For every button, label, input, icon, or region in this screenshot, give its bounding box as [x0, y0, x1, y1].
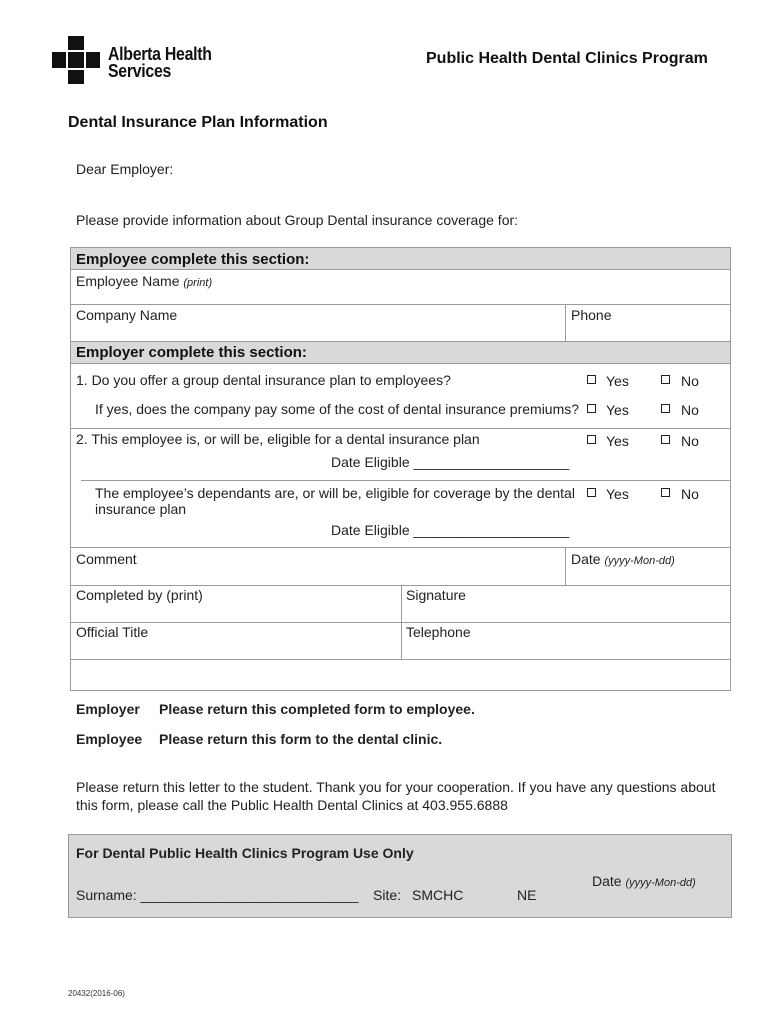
- greeting: Dear Employer:: [76, 161, 174, 177]
- signature-field[interactable]: Signature: [406, 587, 466, 603]
- q2-no-label: No: [681, 433, 699, 449]
- surname-field[interactable]: Surname: ____________________________: [76, 887, 359, 903]
- date-eligible-2-field[interactable]: Date Eligible ____________________: [331, 522, 570, 538]
- employee-name-field[interactable]: [76, 273, 212, 289]
- employee-section-heading: Employee complete this section:: [76, 251, 310, 268]
- q2-no-checkbox[interactable]: [661, 435, 670, 444]
- closing-line-2: this form, please call the Public Health Dental Clinics at 403.955.6888: [76, 797, 508, 813]
- q2-yes-checkbox[interactable]: [587, 435, 596, 444]
- q3-yes-checkbox[interactable]: [587, 488, 596, 497]
- office-use-heading: For Dental Public Health Clinics Program Use Only: [76, 845, 414, 861]
- q1-no-label: No: [681, 373, 699, 389]
- employee-instruction-label: Employee: [76, 731, 143, 747]
- completed-by-field[interactable]: Completed by (print): [76, 587, 203, 603]
- q1-yes-label: Yes: [606, 373, 629, 389]
- q3-no-checkbox[interactable]: [661, 488, 670, 497]
- ahs-logo-text: [108, 46, 212, 80]
- telephone-field[interactable]: Telephone: [406, 624, 471, 640]
- insurance-form-table: [70, 247, 731, 691]
- q2-yes-label: Yes: [606, 433, 629, 449]
- employee-name-note: (print): [183, 277, 213, 289]
- date-eligible-1-field[interactable]: Date Eligible ____________________: [331, 454, 570, 470]
- q1b-yes-checkbox[interactable]: [587, 404, 596, 413]
- office-date-field[interactable]: [592, 873, 696, 889]
- employee-name-label: Employee Name: [76, 273, 180, 289]
- q1b-no-label: No: [681, 402, 699, 418]
- logo-line-2: Services: [108, 61, 172, 81]
- form-code: 20432(2016-06): [68, 989, 125, 998]
- employer-section-heading: Employer complete this section:: [76, 344, 307, 361]
- office-date-label: Date: [592, 873, 622, 889]
- official-title-field[interactable]: Official Title: [76, 624, 149, 640]
- closing-line-1: Please return this letter to the student. Thank you for your cooperation. If you have any questions about: [76, 779, 716, 795]
- office-use-box: [68, 834, 732, 918]
- company-name-field[interactable]: Company Name: [76, 307, 178, 323]
- comment-field[interactable]: Comment: [76, 551, 137, 567]
- q1b-no-checkbox[interactable]: [661, 404, 670, 413]
- phone-field[interactable]: Phone: [571, 307, 612, 323]
- site-ne[interactable]: NE: [517, 887, 537, 903]
- question-2: 2. This employee is, or will be, eligible for a dental insurance plan: [76, 431, 480, 447]
- date-label: Date: [571, 551, 601, 567]
- site-label: Site:: [373, 887, 402, 903]
- q3-yes-label: Yes: [606, 486, 629, 502]
- question-1b: If yes, does the company pay some of the cost of dental insurance premiums?: [95, 401, 580, 417]
- date-field[interactable]: [571, 551, 675, 567]
- q1b-yes-label: Yes: [606, 402, 629, 418]
- q1-no-checkbox[interactable]: [661, 375, 670, 384]
- form-title: Dental Insurance Plan Information: [68, 114, 328, 131]
- coverage-request: Please provide information about Group Dental insurance coverage for:: [76, 212, 519, 228]
- program-title: Public Health Dental Clinics Program: [426, 50, 708, 67]
- office-date-note: (yyyy-Mon-dd): [625, 877, 696, 889]
- q3-no-label: No: [681, 486, 699, 502]
- ahs-logo-icon: [52, 36, 100, 84]
- date-format-note: (yyyy-Mon-dd): [604, 555, 675, 567]
- employer-instruction-text: Please return this completed form to employee.: [159, 701, 475, 717]
- question-3-line-1: The employee’s dependants are, or will be, eligible for coverage by the dental: [95, 485, 575, 501]
- employee-instruction-text: Please return this form to the dental clinic.: [159, 731, 443, 747]
- employer-instruction-label: Employer: [76, 701, 140, 717]
- logo-line-1: Alberta Health: [108, 44, 212, 64]
- q1-yes-checkbox[interactable]: [587, 375, 596, 384]
- question-3-line-2: insurance plan: [95, 501, 187, 517]
- site-smchc[interactable]: SMCHC: [412, 887, 464, 903]
- question-1: 1. Do you offer a group dental insurance plan to employees?: [76, 372, 451, 388]
